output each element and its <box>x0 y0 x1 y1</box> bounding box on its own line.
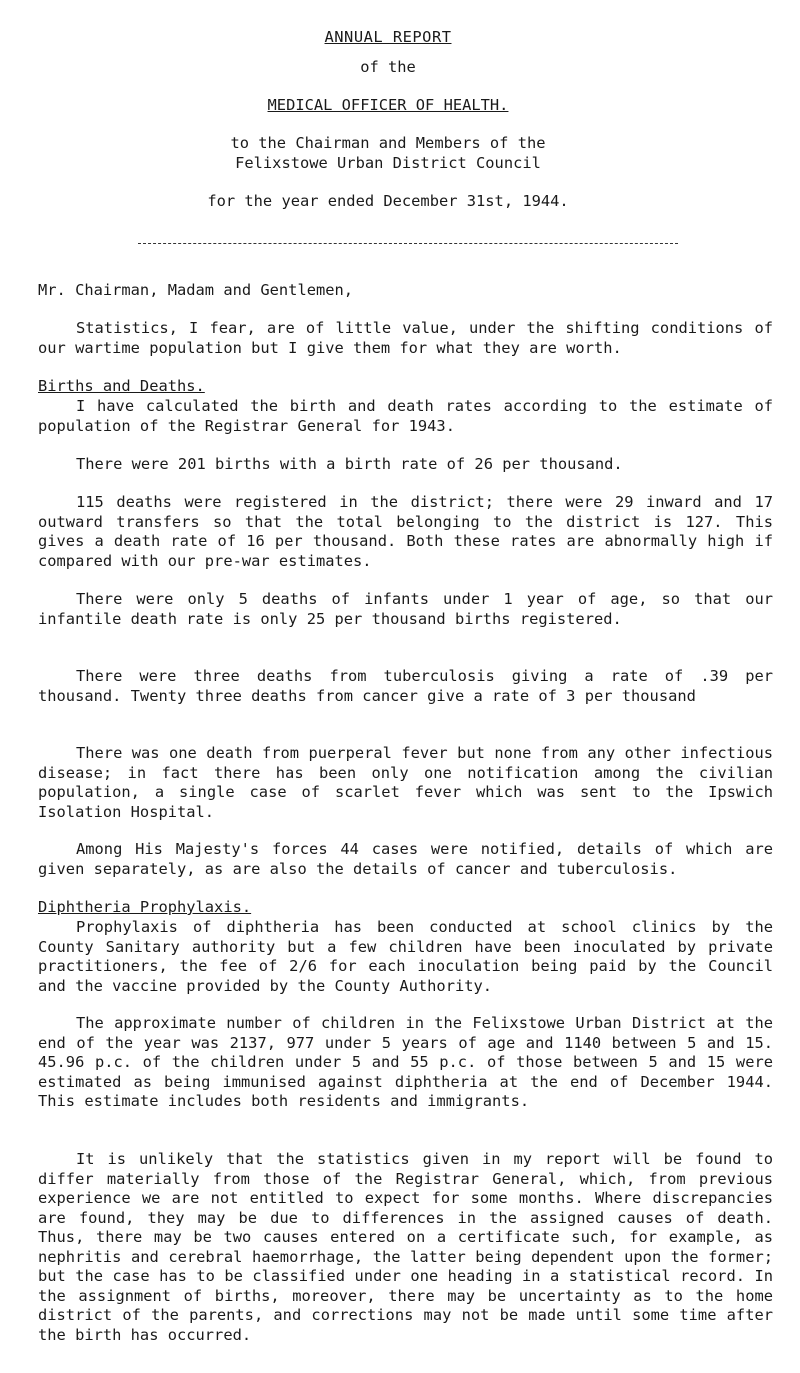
separator-rule <box>138 243 678 244</box>
paragraph-tuberculosis: There were three deaths from tuberculosis giving a rate of .39 per thousand. Twenty three deaths from cancer give a rate of 3 per thousand <box>38 667 773 705</box>
paragraph-prophylaxis: Prophylaxis of diphtheria has been conducted at school clinics by the County Sanitary authority but a few children have been inoculated by private practitioners, the fee of 2/6 for each inoculation being paid by the Council and the vaccine provided by the County Authority. <box>38 918 773 995</box>
officer-title: MEDICAL OFFICER OF HEALTH. <box>267 96 509 114</box>
paragraph-immunisation: The approximate number of children in the Felixstowe Urban District at the end of the year was 2137, 977 under 5 years of age and 1140 between 5 and 15. 45.96 p.c. of the children under 5 and 55 p.c. of those between 5 and 15 were estimated as being immunised against diphtheria at the end of December 1944. This estimate includes both residents and immigrants. <box>38 1014 773 1110</box>
paragraph-forces: Among His Majesty's forces 44 cases were notified, details of which are given separately, as are also the details of cancer and tuberculosis. <box>38 840 773 878</box>
paragraph-rates: I have calculated the birth and death rates according to the estimate of population of the Registrar General for 1943. <box>38 397 773 435</box>
report-title: ANNUAL REPORT <box>324 28 452 46</box>
heading-diphtheria: Diphtheria Prophylaxis. <box>38 898 252 916</box>
paragraph-deaths: 115 deaths were registered in the district; there were 29 inward and 17 outward transfers so that the total belonging to the district is 127. This gives a death rate of 16 per thousand. Both these rates are abnormally high if compared with our pre-war estimates. <box>38 493 773 570</box>
title-of-the: of the <box>360 58 416 76</box>
heading-births-deaths: Births and Deaths. <box>38 377 205 395</box>
paragraph-infant-deaths: There were only 5 deaths of infants under 1 year of age, so that our infantile death rate is only 25 per thousand births registered. <box>38 590 773 628</box>
salutation: Mr. Chairman, Madam and Gentlemen, <box>38 281 354 299</box>
paragraph-births: There were 201 births with a birth rate of 26 per thousand. <box>76 455 623 473</box>
paragraph-infectious: There was one death from puerperal fever but none from any other infectious disease; in fact there has been only one notification among the civilian population, a single case of scarlet fever which was sent to the Ipswich Isolation Hospital. <box>38 744 773 821</box>
year-line: for the year ended December 31st, 1944. <box>207 192 569 210</box>
addressee-line-2: Felixstowe Urban District Council <box>235 154 541 172</box>
paragraph-statistics: Statistics, I fear, are of little value, under the shifting conditions of our wartime population but I give them for what they are worth. <box>38 319 773 357</box>
paragraph-registrar: It is unlikely that the statistics given in my report will be found to differ materially from those of the Registrar General, which, from previous experience we are not entitled to expect for some months. Where discrepancies are found, they may be due to differences in the assigned causes of death. Thus, there may be two causes entered on a certificate such, for example, as nephritis and cerebral haemorrhage, the latter being dependent upon the former; but the case has to be classified under one heading in a statistical record. In the assignment of births, moreover, there may be uncertainty as to the home district of the parents, and corrections may not be made until some time after the birth has occurred. <box>38 1150 773 1344</box>
addressee-line-1: to the Chairman and Members of the <box>230 134 546 152</box>
